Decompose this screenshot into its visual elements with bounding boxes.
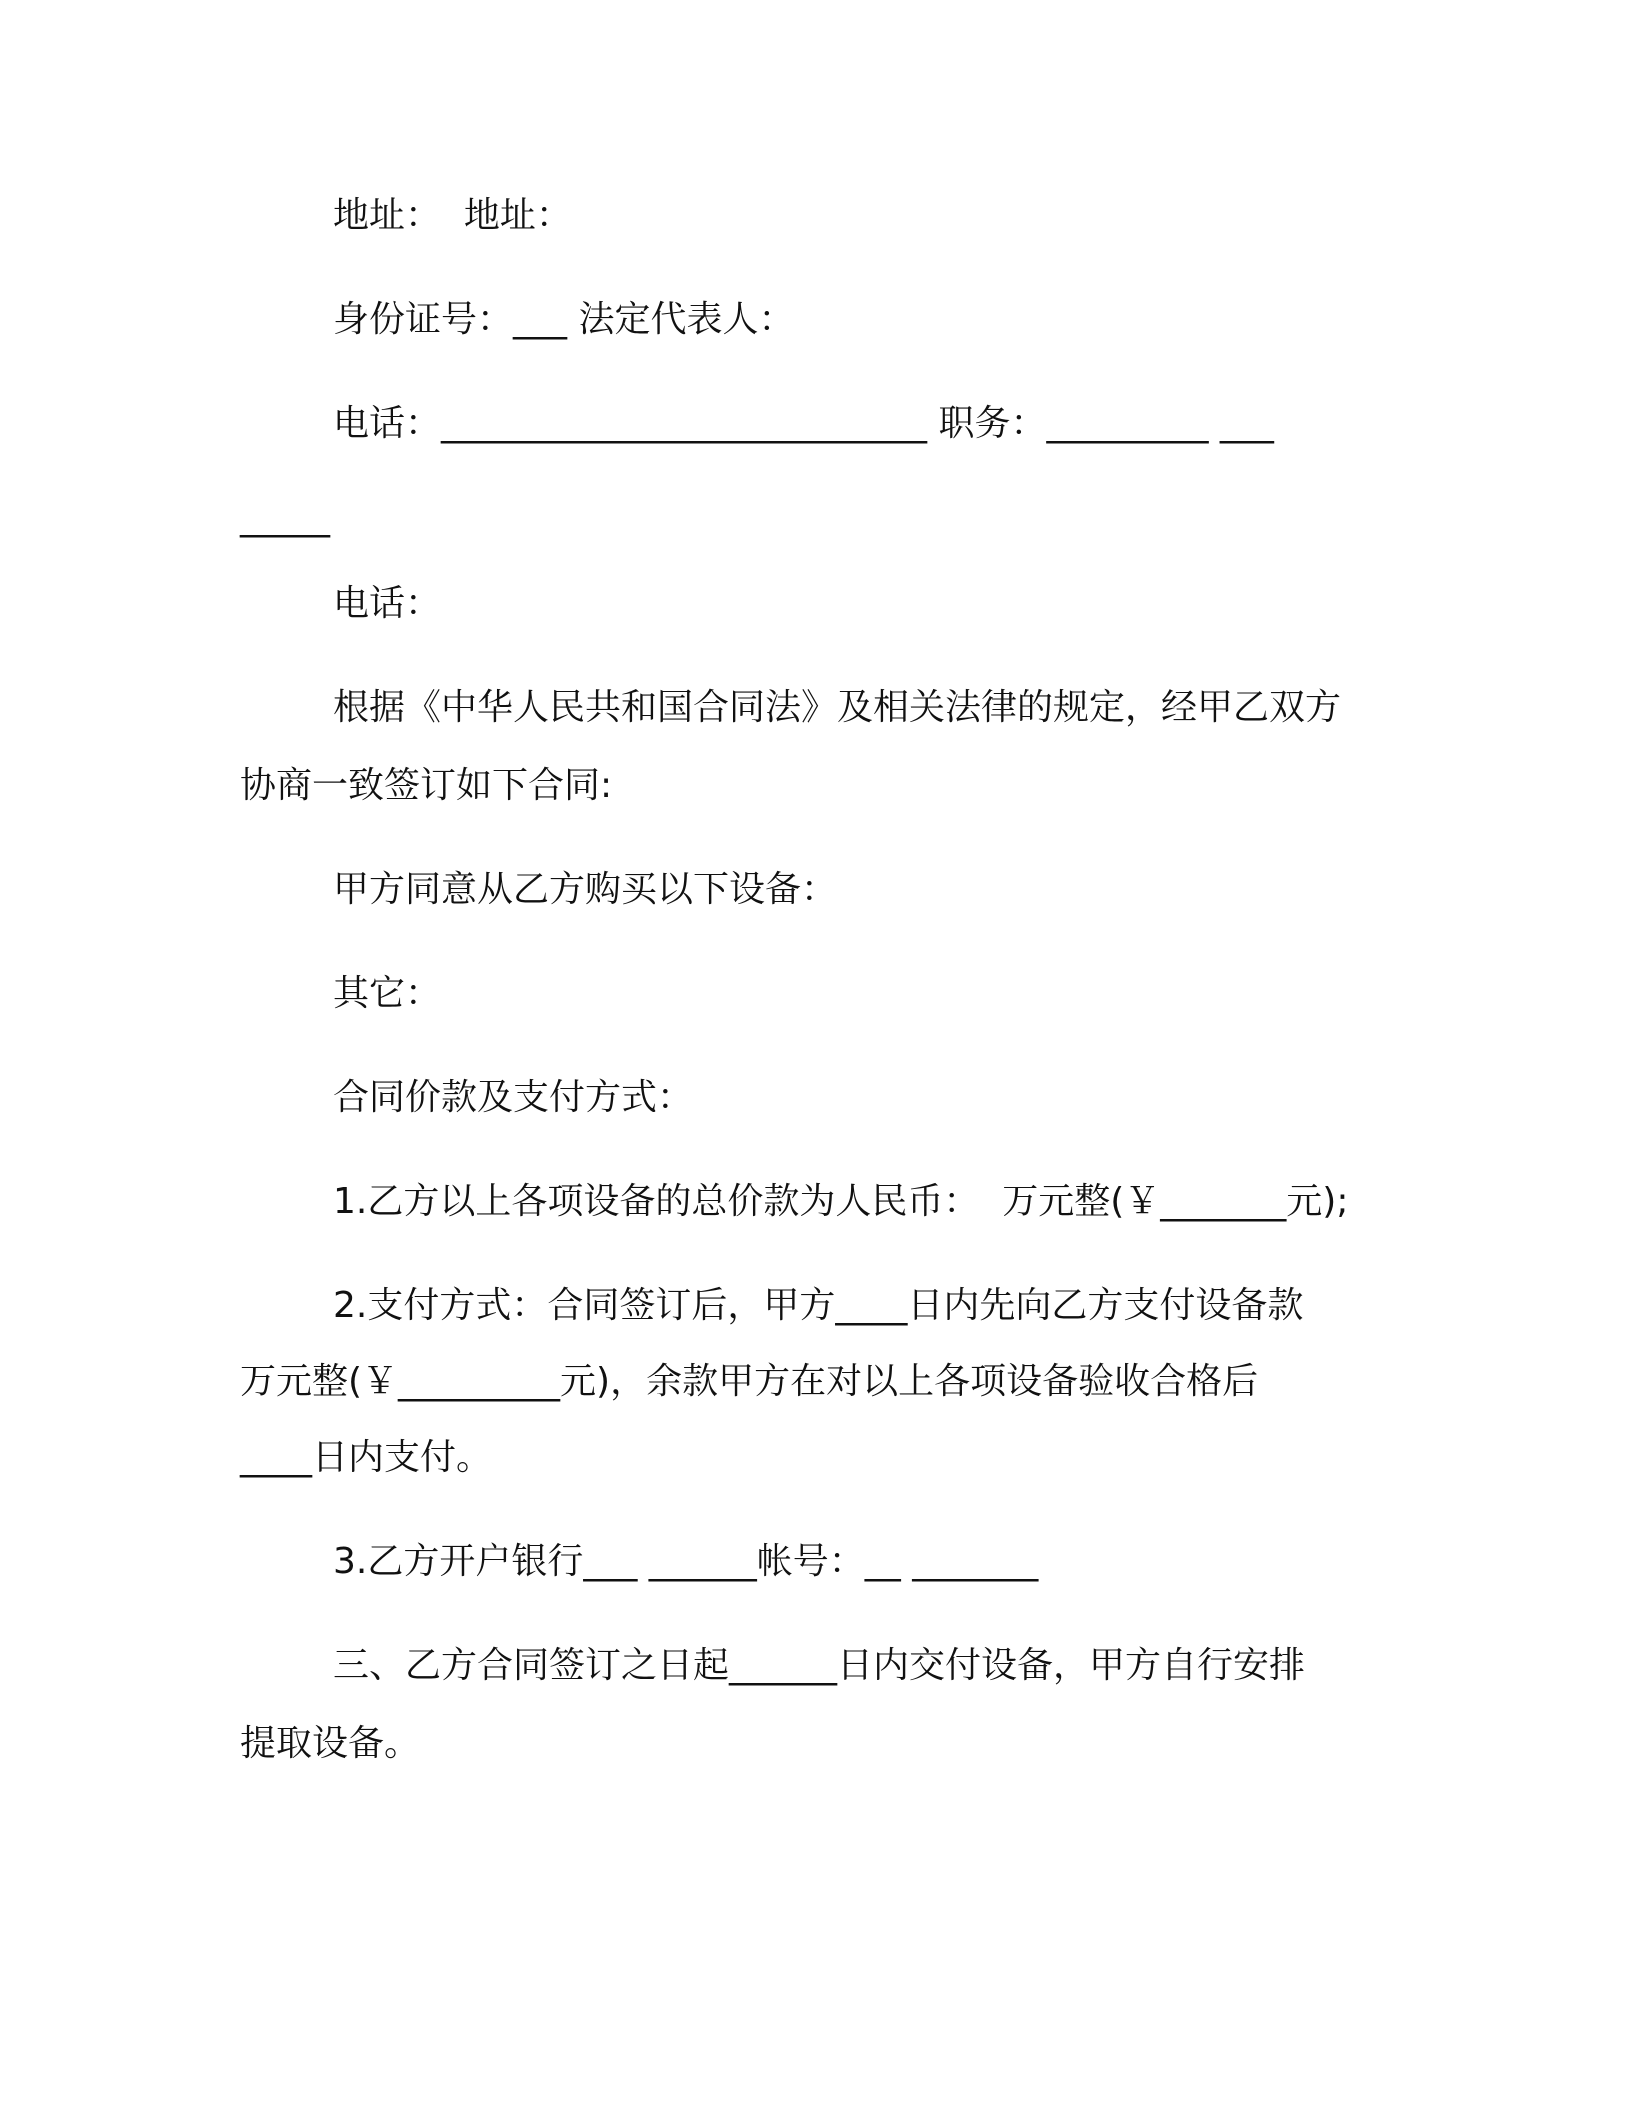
preamble-paragraph-line-1: 根据《中华人民共和国合同法》及相关法律的规定，经甲乙双方 [333, 687, 1342, 728]
purchase-clause: 甲方同意从乙方购买以下设备： [333, 869, 838, 910]
payment-method-line-1: 2.支付方式：合同签订后，甲方____日内先向乙方支付设备款 [333, 1285, 1304, 1326]
address-line: 地址： 地址： [333, 195, 572, 236]
total-price-clause: 1.乙方以上各项设备的总价款为人民币： 万元整(￥_______元); [333, 1181, 1349, 1222]
phone-and-title-line-continued: _____ [240, 497, 330, 538]
preamble-paragraph-line-2: 协商一致签订如下合同: [240, 765, 613, 806]
delivery-clause-line-2: 提取设备。 [240, 1723, 421, 1764]
id-and-legal-rep-line: 身份证号：___ 法定代表人： [333, 299, 795, 340]
bank-account-clause: 3.乙方开户银行___ ______帐号：__ _______ [333, 1541, 1039, 1582]
delivery-clause-line-1: 三、乙方合同签订之日起______日内交付设备，甲方自行安排 [333, 1645, 1306, 1686]
phone-and-title-line: 电话：___________________________ 职务：_________ ___ [333, 403, 1274, 444]
phone-line: 电话： [333, 583, 442, 624]
payment-method-line-3: ____日内支付。 [240, 1437, 493, 1478]
other-clause: 其它： [333, 973, 442, 1014]
price-and-payment-heading: 合同价款及支付方式： [333, 1077, 694, 1118]
payment-method-line-2: 万元整(￥_________元)，余款甲方在对以上各项设备验收合格后 [240, 1361, 1259, 1402]
